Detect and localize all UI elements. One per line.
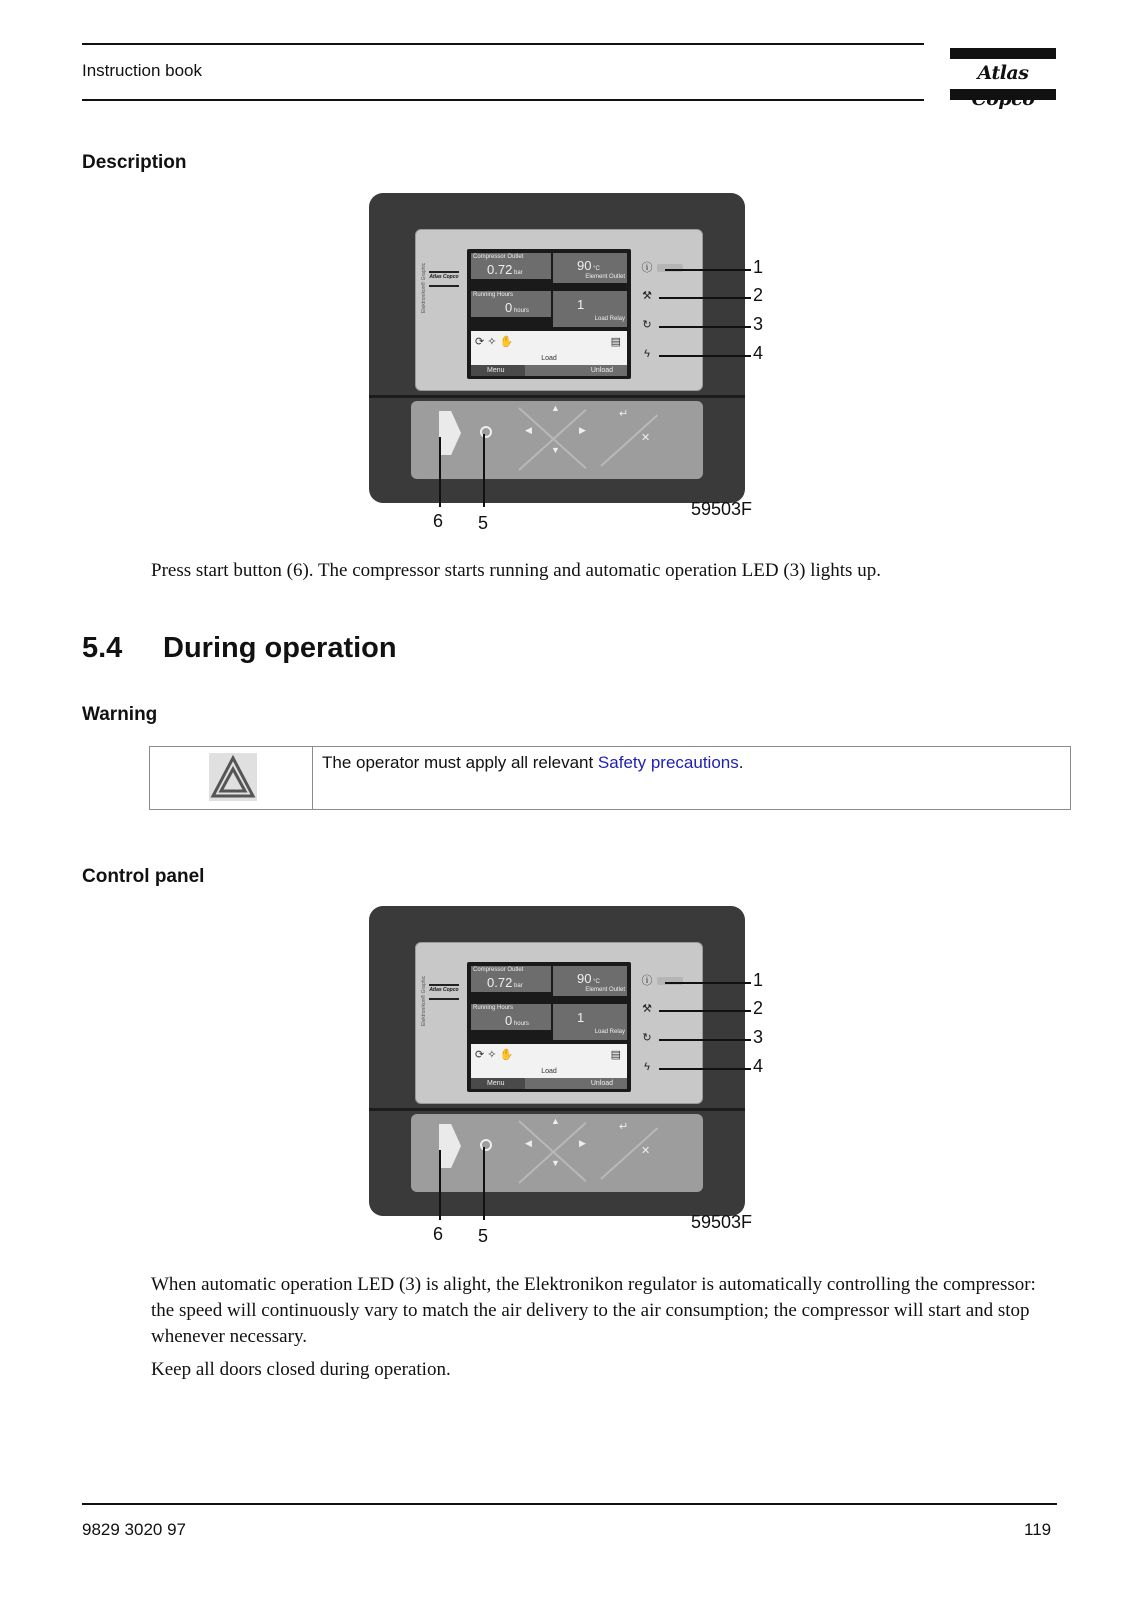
- stop-button[interactable]: [480, 1139, 492, 1151]
- enter-key[interactable]: ↵: [619, 1121, 629, 1133]
- elektronikon-label: Elektronikon® Graphic: [421, 262, 427, 313]
- safety-precautions-link[interactable]: Safety precautions: [597, 753, 739, 772]
- warning-table: [149, 746, 1071, 810]
- description-caption: Press start button (6). The compressor starts running and automatic operation LED (3) lights up.: [151, 560, 881, 581]
- callout-4: 4: [753, 343, 764, 363]
- automatic-operation-icon: ↻: [642, 319, 652, 331]
- control-panel-paragraph-1: When automatic operation LED (3) is alight, the Elektronikon regulator is automatically controlling the compressor: the speed will continuously vary to match the air delivery to the air consumption; the compressor will start and stop whenever necessary.: [151, 1274, 1036, 1347]
- warning-triangle-icon: [209, 753, 257, 801]
- voltage-icon: ϟ: [644, 1061, 650, 1073]
- callout-2: 2: [753, 285, 764, 305]
- page-number: 119: [1024, 1520, 1052, 1539]
- callout-5: 5: [478, 513, 489, 533]
- escape-key[interactable]: ✕: [641, 1145, 651, 1157]
- navigation-keys[interactable]: ▲ ◀ ▶ ▼: [525, 1116, 586, 1168]
- escape-key[interactable]: ✕: [641, 432, 651, 444]
- callout-4: 4: [753, 1056, 764, 1076]
- callout-6: 6: [433, 511, 444, 531]
- section-number: 5.4: [82, 632, 123, 664]
- controller-figure-2: [369, 906, 829, 1266]
- service-wrench-icon: ⚒: [642, 1003, 652, 1015]
- document-number: 9829 3020 97: [82, 1520, 186, 1539]
- callout-6: 6: [433, 1224, 444, 1244]
- control-panel-heading: Control panel: [82, 866, 205, 887]
- header-title: Instruction book: [82, 61, 203, 80]
- controller-figure-1: [369, 193, 829, 553]
- figure-code: 59503F: [691, 1212, 753, 1232]
- header-rule-bottom: [82, 99, 924, 101]
- alarm-icon: ⓘ: [641, 262, 653, 274]
- navigation-keys[interactable]: ▲ ◀ ▶ ▼: [525, 403, 586, 455]
- callout-5: 5: [478, 1226, 489, 1246]
- brand-mini-logo: Atlas Copco: [429, 271, 459, 287]
- header-rule-top: [82, 43, 924, 45]
- elektronikon-label: Elektronikon® Graphic: [421, 975, 427, 1026]
- alarm-icon: ⓘ: [641, 975, 653, 987]
- stop-button[interactable]: [480, 426, 492, 438]
- callout-3: 3: [753, 1027, 764, 1047]
- status-icons: ⟳ ✧ ✋ ▤: [471, 1044, 627, 1066]
- callout-2: 2: [753, 998, 764, 1018]
- automatic-operation-icon: ↻: [642, 1032, 652, 1044]
- control-panel-paragraph-2: Keep all doors closed during operation.: [151, 1359, 451, 1380]
- callout-3: 3: [753, 314, 764, 334]
- brand-mini-logo: Atlas Copco: [429, 984, 459, 1000]
- enter-key[interactable]: ↵: [619, 408, 629, 420]
- controller-display: Compressor Outlet 0.72 bar 90 °C Element Outlet Running Hours 0 hours 1 Load Relay ⟳ ✧ ✋ ▤ Load Menu Unload: [467, 962, 631, 1092]
- voltage-icon: ϟ: [644, 348, 650, 360]
- status-icons: ⟳ ✧ ✋ ▤: [471, 331, 627, 353]
- callout-1: 1: [753, 257, 764, 277]
- warning-text: The operator must apply all relevant Safety precautions.: [322, 753, 744, 772]
- atlas-copco-logo: Atlas: [950, 48, 1056, 100]
- warning-heading: Warning: [82, 704, 158, 725]
- controller-display: Compressor Outlet 0.72 bar 90 °C Element Outlet Running Hours 0 hours 1 Load Relay ⟳ ✧ ✋ ▤ Load Menu Unload: [467, 249, 631, 379]
- service-wrench-icon: ⚒: [642, 290, 652, 302]
- figure-code: 59503F: [691, 499, 753, 519]
- section-title: During operation: [163, 632, 397, 664]
- callout-1: 1: [753, 970, 764, 990]
- description-heading: Description: [82, 152, 187, 173]
- footer-rule: [82, 1503, 1057, 1505]
